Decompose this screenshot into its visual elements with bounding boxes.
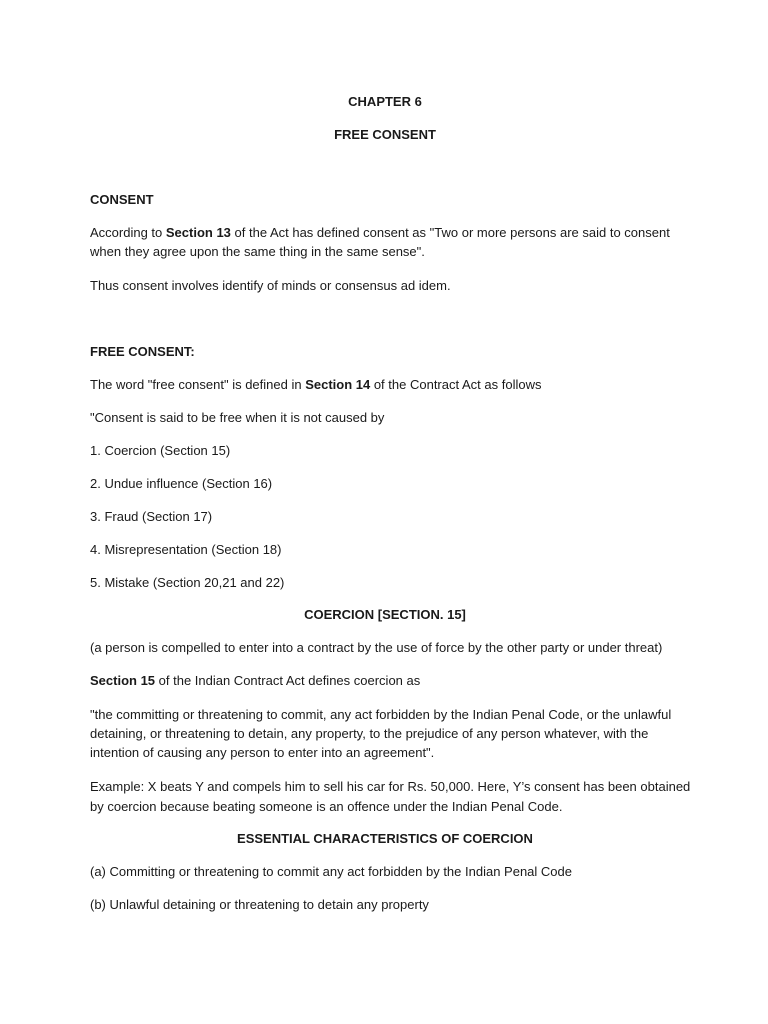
- coercion-section-ref: Section 15 of the Indian Contract Act defines coercion as: [90, 673, 421, 688]
- list-item: (b) Unlawful detaining or threatening to detain any property: [90, 897, 429, 912]
- coercion-quote-line2: detaining, or threatening to detain, any property, to the prejudice of any person whatever, with the: [90, 726, 649, 741]
- list-item: (a) Committing or threatening to commit any act forbidden by the Indian Penal Code: [90, 864, 572, 879]
- consent-heading: CONSENT: [90, 192, 154, 207]
- coercion-heading: COERCION [SECTION. 15]: [304, 607, 466, 622]
- characteristics-heading: ESSENTIAL CHARACTERISTICS OF COERCION: [237, 831, 533, 846]
- chapter-number: CHAPTER 6: [348, 94, 422, 109]
- coercion-example-line1: Example: X beats Y and compels him to sell his car for Rs. 50,000. Here, Y’s consent has been obtained: [90, 779, 691, 794]
- coercion-quote-line3: intention of causing any person to enter into an agreement".: [90, 745, 435, 760]
- chapter-title: FREE CONSENT: [334, 127, 436, 142]
- free-consent-heading: FREE CONSENT:: [90, 344, 195, 359]
- list-item: 3. Fraud (Section 17): [90, 509, 213, 524]
- free-consent-quote: "Consent is said to be free when it is not caused by: [90, 410, 385, 425]
- coercion-example-line2: by coercion because beating someone is an offence under the Indian Penal Code.: [90, 799, 563, 814]
- list-item: 2. Undue influence (Section 16): [90, 476, 273, 491]
- list-item: 5. Mistake (Section 20,21 and 22): [90, 575, 285, 590]
- consent-ad-idem: Thus consent involves identify of minds or consensus ad idem.: [90, 278, 451, 293]
- coercion-description: (a person is compelled to enter into a contract by the use of force by the other party or under threat): [90, 640, 663, 655]
- free-consent-definition: The word "free consent" is defined in Section 14 of the Contract Act as follows: [90, 377, 542, 392]
- consent-definition-line1: According to Section 13 of the Act has defined consent as "Two or more persons are said to consent: [90, 225, 670, 240]
- consent-definition-line2: when they agree upon the same thing in the same sense".: [90, 244, 425, 259]
- coercion-quote-line1: "the committing or threatening to commit, any act forbidden by the Indian Penal Code, or the unlawful: [90, 707, 672, 722]
- list-item: 4. Misrepresentation (Section 18): [90, 542, 282, 557]
- list-item: 1. Coercion (Section 15): [90, 443, 231, 458]
